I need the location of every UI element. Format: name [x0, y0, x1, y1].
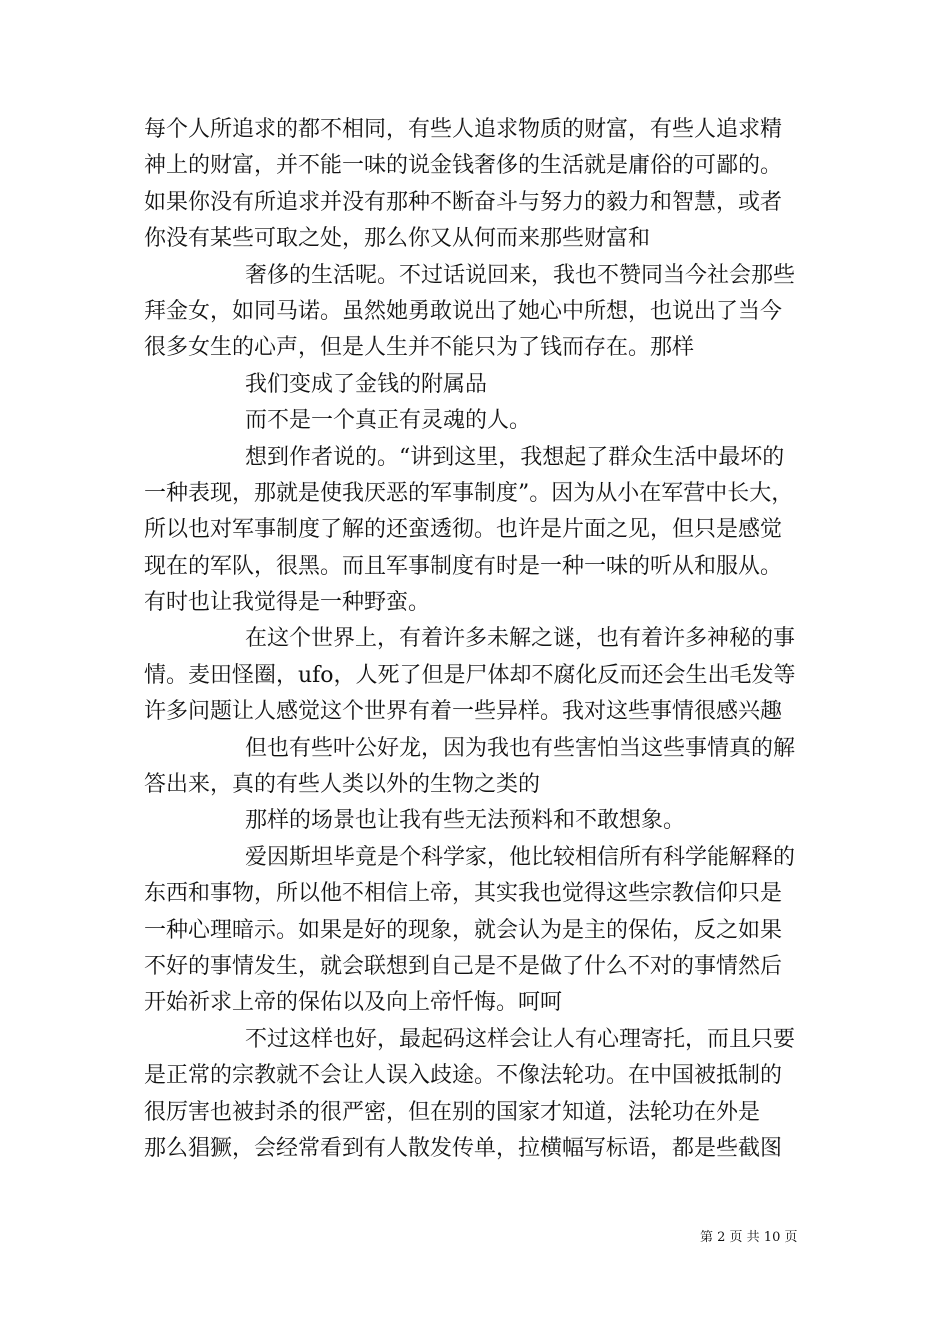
text-line: 那样的场景也让我有些无法预料和不敢想象。 [245, 808, 686, 834]
text-line: 爱因斯坦毕竟是个科学家，他比较相信所有科学能解释的 [245, 844, 796, 870]
text-line: 现在的军队，很黑。而且军事制度有时是一种一味的听从和服从。 [144, 553, 783, 579]
text-line: 情。麦田怪圈，ufo，人死了但是尸体却不腐化反而还会生出毛发等 [144, 662, 796, 688]
text-line: 每个人所追求的都不相同，有些人追求物质的财富，有些人追求精 [144, 117, 783, 142]
text-line: 在这个世界上，有着许多未解之谜，也有着许多神秘的事 [245, 626, 796, 652]
text-line: 许多问题让人感觉这个世界有着一些异样。我对这些事情很感兴趣 [144, 699, 783, 725]
page-number-footer: 第 2 页 共 10 页 [700, 1230, 798, 1245]
text-line: 如果你没有所追求并没有那种不断奋斗与努力的毅力和智慧，或者 [144, 189, 783, 215]
document-body [144, 112, 808, 1167]
text-line: 开始祈求上帝的保佑以及向上帝忏悔。呵呵 [144, 990, 563, 1016]
text-line: 那么猖獗，会经常看到有人散发传单，拉横幅写标语，都是些截图 [144, 1135, 783, 1161]
text-line: 神上的财富，并不能一味的说金钱奢侈的生活就是庸俗的可鄙的。 [144, 153, 783, 179]
text-line: 是正常的宗教就不会让人误入歧途。不像法轮功。在中国被抵制的 [144, 1063, 783, 1089]
text-line: 答出来，真的有些人类以外的生物之类的 [144, 772, 541, 798]
text-line: 所以也对军事制度了解的还蛮透彻。也许是片面之见，但只是感觉 [144, 517, 783, 543]
text-line: 一种表现，那就是使我厌恶的军事制度”。因为从小在军营中长大， [144, 480, 794, 506]
text-line: 而不是一个真正有灵魂的人。 [245, 408, 532, 434]
text-line: 你没有某些可取之处，那么你又从何而来那些财富和 [144, 226, 651, 252]
text-line: 我们变成了金钱的附属品 [245, 371, 488, 397]
text-line: 很多女生的心声，但是人生并不能只为了钱而存在。那样 [144, 335, 695, 361]
text-line: 拜金女，如同马诺。虽然她勇敢说出了她心中所想，也说出了当今 [144, 298, 783, 324]
text-line: 不好的事情发生，就会联想到自己是不是做了什么不对的事情然后 [144, 953, 783, 979]
text-line: 一种心理暗示。如果是好的现象，就会认为是主的保佑，反之如果 [144, 917, 783, 943]
text-line: 但也有些叶公好龙，因为我也有些害怕当这些事情真的解 [245, 735, 796, 761]
text-line: 想到作者说的。“讲到这里，我想起了群众生活中最坏的 [245, 444, 785, 470]
text-line: 有时也让我觉得是一种野蛮。 [144, 590, 431, 616]
text-line: 东西和事物，所以他不相信上帝，其实我也觉得这些宗教信仰只是 [144, 881, 783, 907]
text-line: 不过这样也好，最起码这样会让人有心理寄托，而且只要 [245, 1026, 796, 1052]
text-line: 奢侈的生活呢。不过话说回来，我也不赞同当今社会那些 [245, 262, 796, 288]
text-line: 很厉害也被封杀的很严密，但在别的国家才知道，法轮功在外是 [144, 1099, 761, 1125]
